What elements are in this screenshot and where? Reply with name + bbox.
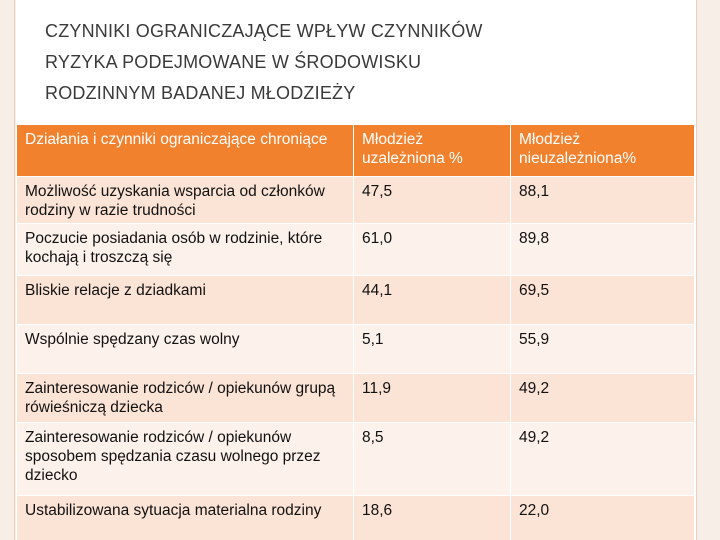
- cell-factor: Bliskie relacje z dziadkami: [17, 276, 354, 325]
- cell-non-addicted: 89,8: [511, 224, 695, 276]
- table-header-row: [17, 125, 695, 177]
- table-row: [17, 496, 695, 540]
- header-addicted: Młodzież uzależniona %: [354, 125, 511, 177]
- slide-frame-left: [0, 0, 16, 540]
- cell-non-addicted: 69,5: [511, 276, 695, 325]
- cell-non-addicted: 55,9: [511, 325, 695, 374]
- cell-addicted: 11,9: [354, 374, 511, 423]
- slide-title: [45, 16, 665, 109]
- cell-factor: Zainteresowanie rodziców / opiekunów sposobem spędzania czasu wolnego przez dziecko: [17, 423, 354, 496]
- cell-factor: Zainteresowanie rodziców / opiekunów grupą rówieśniczą dziecka: [17, 374, 354, 423]
- cell-non-addicted: 88,1: [511, 177, 695, 224]
- table-row: [17, 276, 695, 325]
- cell-addicted: 5,1: [354, 325, 511, 374]
- table-row: [17, 423, 695, 496]
- title-line-3: RODZINNYM BADANEJ MŁODZIEŻY: [45, 83, 356, 103]
- title-line-1: CZYNNIKI OGRANICZAJĄCE WPŁYW CZYNNIKÓW: [45, 21, 483, 41]
- cell-addicted: 8,5: [354, 423, 511, 496]
- cell-addicted: 47,5: [354, 177, 511, 224]
- protective-factors-table: [16, 124, 695, 540]
- header-non-addicted: Młodzież nieuzależniona%: [511, 125, 695, 177]
- cell-factor: Możliwość uzyskania wsparcia od członków rodziny w razie trudności: [17, 177, 354, 224]
- header-factor: Działania i czynniki ograniczające chroniące: [17, 125, 354, 177]
- cell-factor: Ustabilizowana sytuacja materialna rodziny: [17, 496, 354, 540]
- slide-frame-right: [696, 0, 720, 540]
- cell-non-addicted: 22,0: [511, 496, 695, 540]
- title-line-2: RYZYKA PODEJMOWANE W ŚRODOWISKU: [45, 52, 422, 72]
- cell-factor: Poczucie posiadania osób w rodzinie, które kochają i troszczą się: [17, 224, 354, 276]
- cell-non-addicted: 49,2: [511, 423, 695, 496]
- table-row: [17, 325, 695, 374]
- table-row: [17, 374, 695, 423]
- table-row: [17, 177, 695, 224]
- cell-non-addicted: 49,2: [511, 374, 695, 423]
- cell-addicted: 61,0: [354, 224, 511, 276]
- frame-edge-line: [696, 0, 697, 540]
- cell-factor: Wspólnie spędzany czas wolny: [17, 325, 354, 374]
- table-row: [17, 224, 695, 276]
- cell-addicted: 44,1: [354, 276, 511, 325]
- frame-edge-line: [14, 0, 15, 540]
- cell-addicted: 18,6: [354, 496, 511, 540]
